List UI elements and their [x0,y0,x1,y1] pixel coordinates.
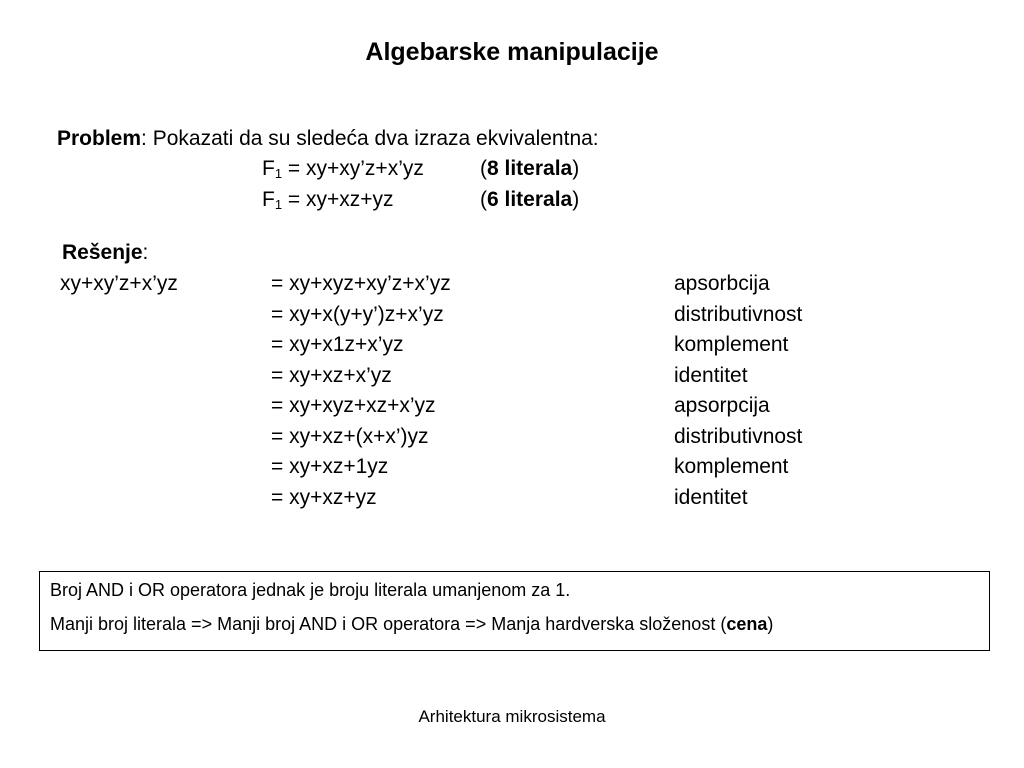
f1-name: F [262,157,275,180]
expression-f1-simplified [262,185,394,215]
step-rule: apsorpcija [674,394,770,417]
solution-label: Rešenje [62,241,143,264]
note-line-2 [50,614,773,635]
solution-colon: : [142,241,149,264]
f1-expression: = xy+xy’z+x’yz [282,157,424,180]
step-expression: = xy+xyz+xz+x’yz [271,394,436,417]
solution-lhs: xy+xy’z+x’yz [60,272,178,295]
step-expression: = xy+x1z+x’yz [271,333,404,356]
note-box [39,571,990,651]
problem-colon: : [141,127,147,150]
step-expression: = xy+xz+(x+x’)yz [271,425,429,448]
step-expression: = xy+xz+1yz [271,455,389,478]
f1-paren-open: ( [480,157,487,180]
step-expression: = xy+xyz+xy’z+x’yz [271,272,451,295]
note-line-2-bold: cena [726,614,768,634]
f1-count: 8 literala [487,157,573,180]
f2-paren-close: ) [572,188,580,211]
problem-text: Pokazati da su sledeća dva izraza ekvivalentna: [146,127,599,150]
step-rule: apsorbcija [674,272,770,295]
f2-count: 6 literala [487,188,573,211]
step-expression: = xy+xz+yz [271,486,377,509]
footer-text: Arhitektura mikrosistema [418,707,606,726]
f1-paren-close: ) [572,157,580,180]
step-rule: komplement [674,455,789,478]
f1-literal-count [480,154,579,184]
step-rule: distributivnost [674,425,803,448]
step-rule: komplement [674,333,789,356]
step-rule: identitet [674,486,748,509]
step-expression: = xy+xz+x’yz [271,364,392,387]
problem-label: Problem [57,127,142,150]
step-rule: distributivnost [674,303,803,326]
page-title: Algebarske manipulacije [365,38,659,66]
f2-name: F [262,188,275,211]
note-line-2-text: Manji broj literala => Manji broj AND i OR operatora => Manja hardverska složenost ( [50,614,727,634]
f1-subscript: 1 [274,166,283,181]
f2-paren-open: ( [480,188,487,211]
f2-literal-count [480,185,579,215]
f2-expression: = xy+xz+yz [282,188,394,211]
step-rule: identitet [674,364,748,387]
note-line-2-close: ) [767,614,774,634]
f2-subscript: 1 [274,197,283,212]
expression-f1-original [262,154,424,184]
problem-statement [57,124,599,154]
note-line-1: Broj AND i OR operatora jednak je broju literala umanjenom za 1. [50,580,571,600]
solution-heading [62,238,148,268]
step-expression: = xy+x(y+y’)z+x’yz [271,303,444,326]
